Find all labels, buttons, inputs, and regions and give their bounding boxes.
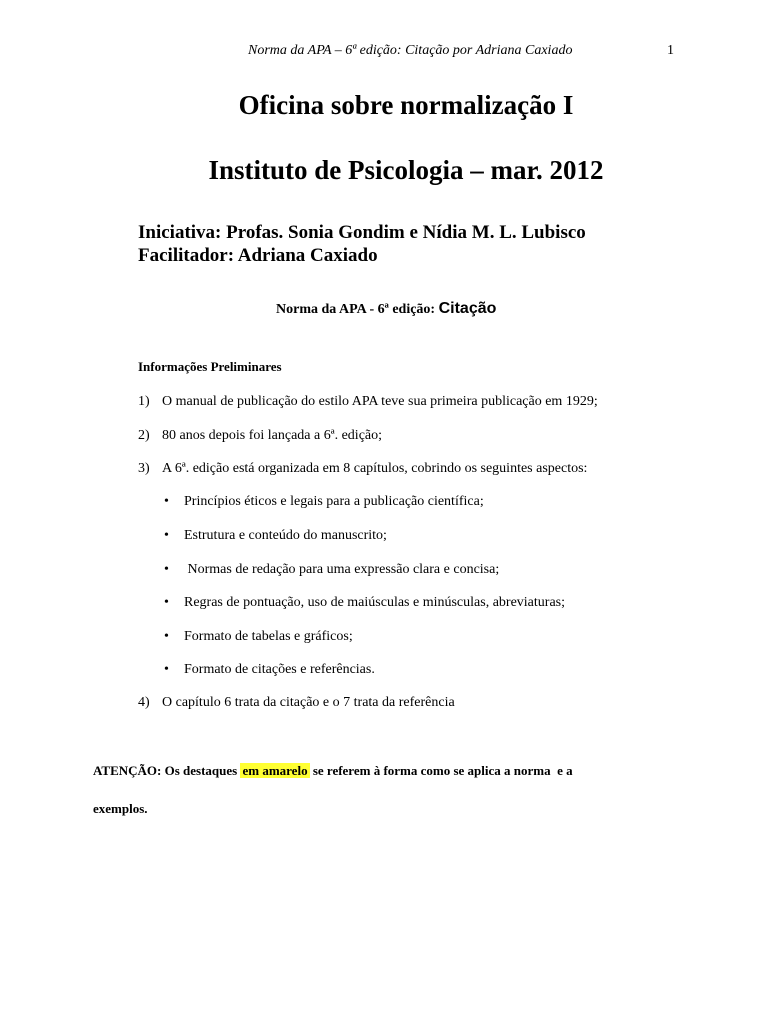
list-item-number: 3) [138, 461, 150, 476]
bullet-icon: • [164, 494, 169, 509]
bullet-icon: • [164, 662, 169, 677]
list-item [138, 428, 382, 444]
bullet-item [164, 562, 499, 578]
section-title-prefix: Norma da APA - 6ª edição: [276, 302, 439, 317]
list-item-number: 1) [138, 394, 150, 409]
initiative-line: Iniciativa: Profas. Sonia Gondim e Nídia M. L. Lubisco [138, 222, 586, 243]
section-title [276, 300, 496, 318]
list-item [138, 461, 587, 477]
list-item [138, 394, 598, 410]
bullet-text: Formato de citações e referências. [184, 662, 375, 677]
bullet-text: Normas de redação para uma expressão clara e concisa; [184, 562, 500, 577]
list-item-text: O capítulo 6 trata da citação e o 7 trata da referência [162, 695, 455, 710]
attention-note-line2: exemplos. [93, 801, 148, 816]
section-title-emph: Citação [438, 300, 497, 317]
list-item-text: 80 anos depois foi lançada a 6ª. edição; [162, 428, 383, 443]
list-item-text: O manual de publicação do estilo APA teve sua primeira publicação em 1929; [162, 394, 598, 409]
list-item-text: A 6ª. edição está organizada em 8 capítulos, cobrindo os seguintes aspectos: [162, 461, 588, 476]
attention-text-cont: se referem à forma como se aplica a norma e a [309, 763, 573, 778]
bullet-item [164, 528, 387, 544]
bullet-icon: • [164, 562, 169, 577]
bullet-text: Princípios éticos e legais para a publicação científica; [184, 494, 484, 509]
list-item-number: 2) [138, 428, 150, 443]
preliminary-heading: Informações Preliminares [138, 359, 282, 374]
facilitator-line: Facilitador: Adriana Caxiado [138, 245, 378, 266]
bullet-item [164, 595, 565, 611]
list-item [138, 695, 455, 711]
bullet-item [164, 662, 375, 678]
list-item-number: 4) [138, 695, 150, 710]
page-number: 1 [667, 43, 674, 58]
bullet-text: Estrutura e conteúdo do manuscrito; [184, 528, 387, 543]
main-title: Oficina sobre normalização I [238, 90, 574, 120]
bullet-text: Formato de tabelas e gráficos; [184, 629, 353, 644]
attention-note [93, 763, 573, 779]
bullet-icon: • [164, 629, 169, 644]
running-header: Norma da APA – 6ª edição: Citação por Adriana Caxiado [248, 43, 573, 58]
bullet-item [164, 494, 484, 510]
bullet-icon: • [164, 595, 169, 610]
institute-title: Instituto de Psicologia – mar. 2012 [208, 155, 604, 185]
yellow-highlight: em amarelo [242, 763, 308, 778]
bullet-text: Regras de pontuação, uso de maiúsculas e minúsculas, abreviaturas; [184, 595, 565, 610]
bullet-icon: • [164, 528, 169, 543]
attention-text: ATENÇÃO: Os destaques [93, 763, 241, 778]
bullet-item [164, 629, 353, 645]
